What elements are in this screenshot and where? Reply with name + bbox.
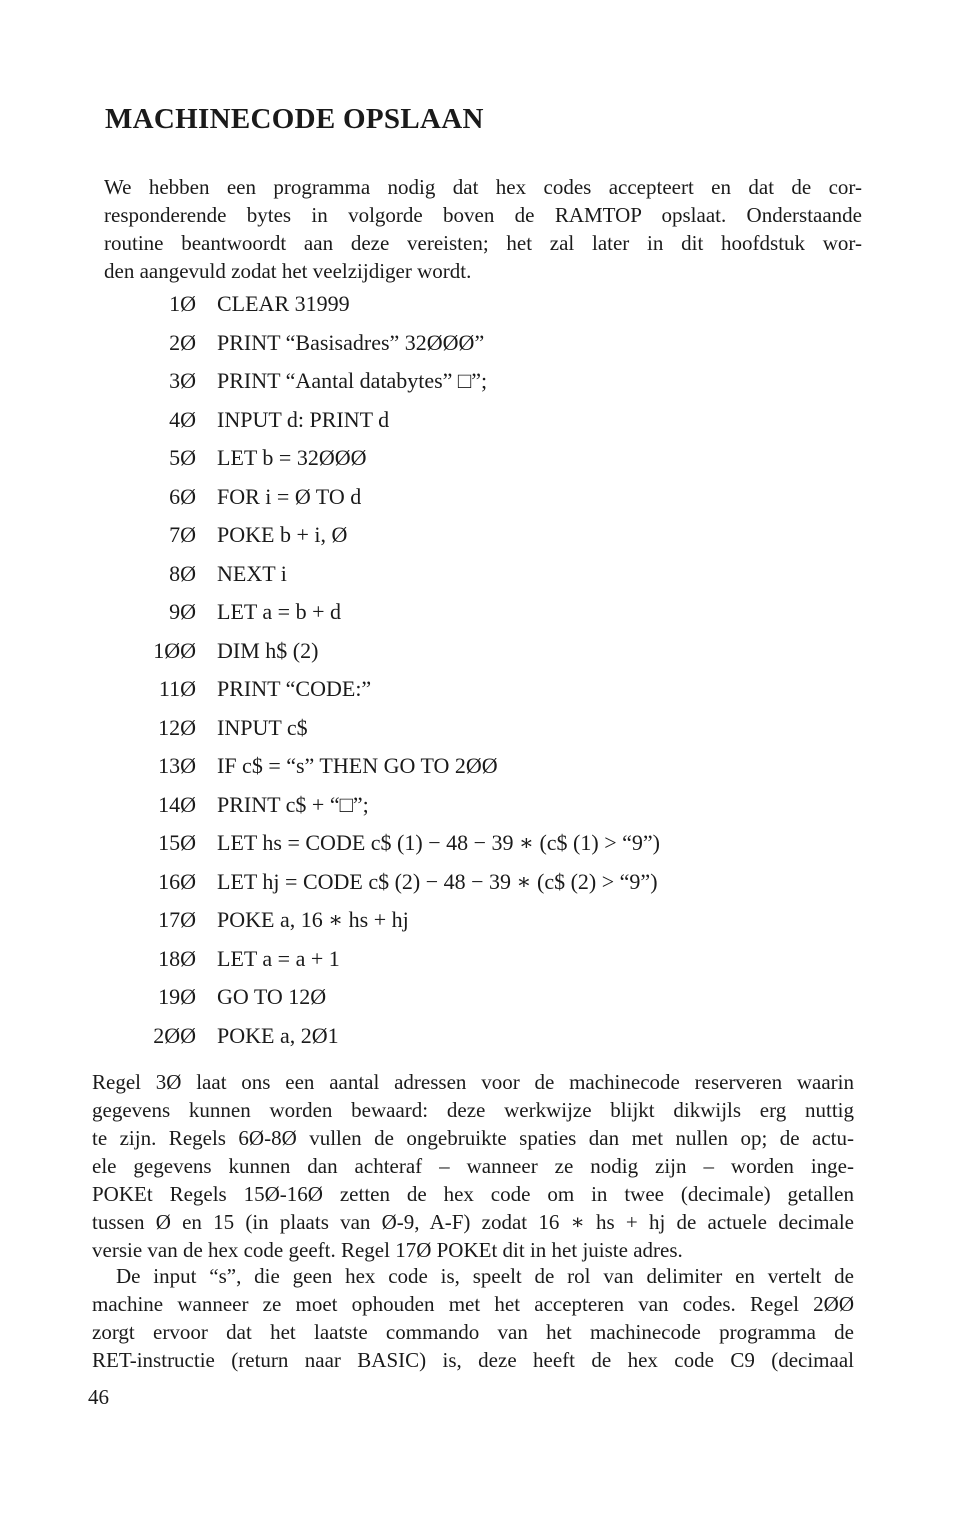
line-number: 2Ø bbox=[169, 329, 196, 355]
text-line: responderende bytes in volgorde boven de RAMTOP opslaat. Onderstaande bbox=[104, 203, 862, 227]
line-number: 18Ø bbox=[158, 945, 196, 971]
code-line bbox=[0, 636, 970, 675]
line-number: 13Ø bbox=[158, 753, 196, 778]
code-statement: LET hs = CODE c$ (1) − 48 − 39 ∗ (c$ (1) > “9”) bbox=[217, 830, 660, 855]
code-line bbox=[0, 597, 970, 636]
line-number: 2ØØ bbox=[153, 1022, 196, 1048]
line-number: 1ØØ bbox=[153, 637, 196, 663]
code-line bbox=[0, 905, 970, 944]
code-line bbox=[0, 713, 970, 752]
code-line bbox=[0, 520, 970, 559]
code-line bbox=[0, 482, 970, 521]
code-line bbox=[0, 790, 970, 829]
code-line bbox=[0, 828, 970, 867]
text-line: De input “s”, die geen hex code is, speelt de rol van delimiter en vertelt de bbox=[116, 1264, 854, 1288]
line-number: 7Ø bbox=[169, 522, 196, 547]
line-number: 16Ø bbox=[158, 868, 196, 894]
line-number: 3Ø bbox=[169, 368, 196, 393]
page-heading: MACHINECODE OPSLAAN bbox=[105, 103, 484, 135]
code-statement: POKE a, 2Ø1 bbox=[217, 1022, 339, 1048]
code-statement: INPUT c$ bbox=[217, 714, 308, 740]
text-line: We hebben een programma nodig dat hex codes accepteert en dat de cor- bbox=[104, 175, 862, 199]
code-line bbox=[0, 944, 970, 983]
line-number: 6Ø bbox=[169, 483, 196, 509]
line-number: 8Ø bbox=[169, 560, 196, 586]
text-line: routine beantwoordt aan deze vereisten; het zal later in dit hoofdstuk wor- bbox=[104, 231, 862, 255]
code-statement: LET a = a + 1 bbox=[217, 945, 340, 971]
code-line bbox=[0, 559, 970, 598]
code-statement: PRINT “CODE:” bbox=[217, 676, 372, 701]
code-line bbox=[0, 867, 970, 906]
text-line: tussen Ø en 15 (in plaats van Ø-9, A-F) zodat 16 ∗ hs + hj de actuele decimale bbox=[92, 1210, 854, 1234]
code-statement: LET b = 32ØØØ bbox=[217, 445, 367, 470]
code-statement: NEXT i bbox=[217, 560, 287, 586]
line-number: 15Ø bbox=[158, 830, 196, 855]
code-statement: IF c$ = “s” THEN GO TO 2ØØ bbox=[217, 753, 498, 778]
text-line: versie van de hex code geeft. Regel 17Ø POKEt dit in het juiste adres. bbox=[92, 1238, 683, 1262]
line-number: 5Ø bbox=[169, 445, 196, 470]
code-line bbox=[0, 289, 970, 328]
text-line: den aangevuld zodat het veelzijdiger wordt. bbox=[104, 259, 472, 283]
text-line: ele gegevens kunnen dan achteraf – wanneer ze nodig zijn – worden inge- bbox=[92, 1154, 854, 1178]
line-number: 12Ø bbox=[158, 714, 196, 740]
text-line: te zijn. Regels 6Ø-8Ø vullen de ongebruikte spaties dan met nullen op; de actu- bbox=[92, 1126, 854, 1150]
line-number: 11Ø bbox=[158, 676, 196, 701]
text-line: RET-instructie (return naar BASIC) is, deze heeft de hex code C9 (decimaal bbox=[92, 1348, 854, 1372]
line-number: 9Ø bbox=[169, 599, 196, 624]
code-statement: POKE a, 16 ∗ hs + hj bbox=[217, 907, 409, 932]
page-number: 46 bbox=[88, 1385, 109, 1409]
delimiter-paragraph bbox=[92, 1262, 854, 1374]
code-statement: FOR i = Ø TO d bbox=[217, 483, 362, 509]
code-statement: DIM h$ (2) bbox=[217, 637, 319, 663]
code-line bbox=[0, 405, 970, 444]
intro-paragraph bbox=[104, 173, 862, 285]
line-number: 4Ø bbox=[169, 406, 196, 432]
line-number: 14Ø bbox=[158, 791, 196, 817]
code-statement: LET hj = CODE c$ (2) − 48 − 39 ∗ (c$ (2) > “9”) bbox=[217, 868, 658, 894]
code-statement: GO TO 12Ø bbox=[217, 984, 327, 1009]
code-line bbox=[0, 751, 970, 790]
code-line bbox=[0, 328, 970, 367]
code-statement: INPUT d: PRINT d bbox=[217, 406, 390, 432]
code-statement: CLEAR 31999 bbox=[217, 291, 350, 316]
text-line: machine wanneer ze moet ophouden met het accepteren van codes. Regel 2ØØ bbox=[92, 1292, 854, 1316]
text-line: gegevens kunnen worden bewaard: deze werkwijze blijkt dikwijls erg nuttig bbox=[92, 1098, 854, 1122]
line-number: 1Ø bbox=[169, 291, 196, 316]
code-statement: POKE b + i, Ø bbox=[217, 522, 348, 547]
text-line: Regel 3Ø laat ons een aantal adressen voor de machinecode reserveren waarin bbox=[92, 1070, 854, 1094]
code-statement: PRINT c$ + “□”; bbox=[217, 791, 369, 817]
line-number: 19Ø bbox=[158, 984, 196, 1009]
code-line bbox=[0, 982, 970, 1021]
code-line bbox=[0, 443, 970, 482]
basic-program-listing bbox=[0, 289, 970, 1059]
code-statement: LET a = b + d bbox=[217, 599, 341, 624]
code-line bbox=[0, 1021, 970, 1060]
code-line bbox=[0, 674, 970, 713]
text-line: zorgt ervoor dat het laatste commando van het machinecode programma de bbox=[92, 1320, 854, 1344]
code-statement: PRINT “Basisadres” 32ØØØ” bbox=[217, 329, 485, 355]
text-line: POKEt Regels 15Ø-16Ø zetten de hex code om in twee (decimale) getallen bbox=[92, 1182, 854, 1206]
code-statement: PRINT “Aantal databytes” □”; bbox=[217, 368, 488, 393]
line-number: 17Ø bbox=[158, 907, 196, 932]
explanation-paragraph bbox=[92, 1068, 854, 1264]
code-line bbox=[0, 366, 970, 405]
